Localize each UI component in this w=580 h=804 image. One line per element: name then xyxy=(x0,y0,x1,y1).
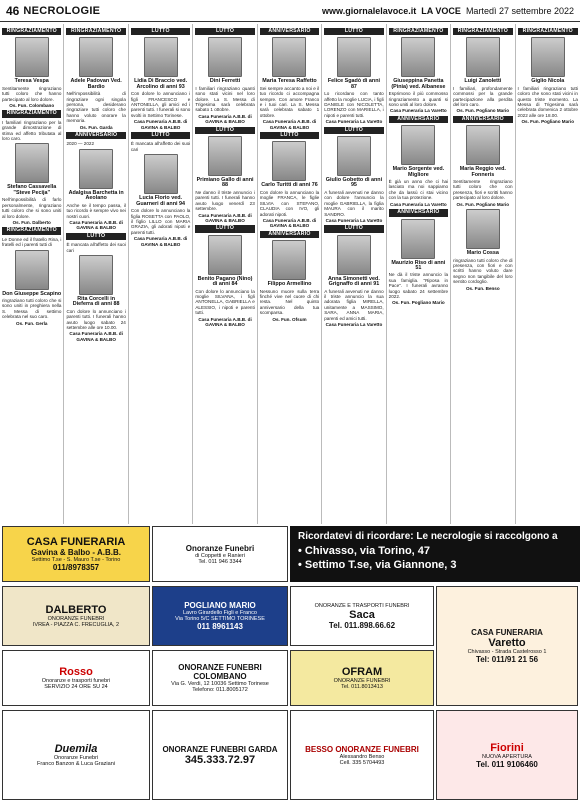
funeral-home-signature: Casa Funeraria A.B.B. di GAVINA & BALBO xyxy=(198,316,252,327)
notice-type-label: ANNIVERSARIO xyxy=(66,132,125,139)
ad-sub: Varetto xyxy=(488,637,526,649)
notice-text: Con dolore lo annunciano i parenti tutti. I funerali hanno avuto luogo sabato 24 settembre alle ore 10.00. xyxy=(66,308,126,330)
deceased-photo xyxy=(79,255,113,295)
deceased-name: Lucia Florio ved. Guarneri di anni 94 xyxy=(136,195,186,207)
necrology-collection-promo xyxy=(290,526,580,582)
obituary-grid xyxy=(0,24,580,524)
deceased-name: Felice Sgadò di anni 87 xyxy=(327,78,380,90)
funeral-home-signature: Os. Fun. Gerla xyxy=(16,320,48,326)
deceased-name: Teresa Vespa xyxy=(14,78,49,85)
ad-title: DALBERTO xyxy=(45,604,107,616)
notice-text: Sentitamente ringraziano tutti coloro che con presenza, fiori e scritti hanno partecipato al loro dolore. xyxy=(453,179,513,201)
notice-type-label: LUTTO xyxy=(324,225,383,232)
promo-location-2: • Settimo T.se, via Giannone, 3 xyxy=(298,559,457,571)
ads-area xyxy=(0,526,580,804)
ad-title: Fiorini xyxy=(490,741,524,754)
ad-title: Duemila xyxy=(54,743,98,755)
deceased-photo xyxy=(337,37,371,77)
ad-title: POGLIANO MARIO xyxy=(184,601,256,610)
notice-text: 2020 — 2022 xyxy=(66,141,95,147)
deceased-photo xyxy=(15,250,49,290)
ad-phone: 011 8961143 xyxy=(197,622,243,631)
notice-type-label: LUTTO xyxy=(131,28,190,35)
ad-phone: Cell. 335 5704493 xyxy=(339,759,385,766)
notice-type-label: LUTTO xyxy=(195,28,254,35)
ad-sub: di Coppetti e Ranieri xyxy=(195,552,245,559)
page-header xyxy=(0,0,580,22)
funeral-home-signature: Os. Fun. Dalberto xyxy=(12,219,51,225)
ad-title: ONORANZE E TRASPORTI FUNEBRI xyxy=(314,602,410,609)
ad-phone: Tel: 011/91 21 56 xyxy=(475,655,539,664)
deceased-name: Giulio Gobetto di anni 95 xyxy=(325,177,383,189)
notice-type-label: LUTTO xyxy=(324,127,383,134)
deceased-photo xyxy=(144,37,178,77)
ad-title: Onoranze Funebri xyxy=(185,543,255,553)
promo-location-1: • Chivasso, via Torino, 47 xyxy=(298,545,431,557)
funeral-home-signature: Casa Funeraria A.B.B. di GAVINA & BALBO xyxy=(262,119,317,130)
column-7 xyxy=(387,24,451,524)
deceased-photo xyxy=(466,209,500,249)
deceased-name: Don Giuseppe Scapino xyxy=(2,290,62,297)
deceased-photo xyxy=(531,37,565,77)
deceased-name: Dini Ferretti xyxy=(209,78,241,85)
deceased-photo xyxy=(401,37,435,77)
deceased-photo xyxy=(208,235,242,275)
funeral-home-signature: Casa Funeraria A.B.B. di GAVINA & BALBO xyxy=(198,113,252,125)
column-1 xyxy=(0,24,64,524)
ad-phone: Tel. 011 9106460 xyxy=(476,759,538,769)
notice-text: Lo ricordano con tanto affetto la moglie LUCIA, i figli DANIELE con NICOLETTA, LORENZO con MARIELLA, i nipoti e parenti tutti. xyxy=(324,91,384,118)
ad-sub: ONORANZE FUNEBRI xyxy=(47,616,105,622)
funeral-home-signature: Casa Funeraria A.B.B. di GAVINA & BALBO xyxy=(262,217,317,229)
deceased-photo xyxy=(337,235,371,275)
notice-text: Ne danno il triste annuncio i parenti tutti. I funerali hanno avuto luogo venerdì 23 settembre. xyxy=(195,189,255,212)
funeral-home-signature: Casa Funeraria A.B.B. di GAVINA & BALBO xyxy=(198,212,252,223)
deceased-name: Giuseppina Panetta (Pinia) ved. Albanese xyxy=(391,78,446,90)
notice-type-label: RINGRAZIAMENTO xyxy=(453,28,512,35)
notice-type-label: LUTTO xyxy=(260,132,319,139)
column-9 xyxy=(516,24,580,524)
notice-text: A funerali avvenuti ne danno con dolore l'annuncio la moglie GABRIELLA, la figlia MAURA con il marito SANDRO. xyxy=(324,189,384,217)
ad-title: OFRAM xyxy=(341,666,383,678)
deceased-name: Luigi Zanoletti xyxy=(464,78,502,85)
ad-line: SERVIZIO 24 ORE SU 24 xyxy=(44,684,108,690)
notice-text: Esprimono il più commosso ringraziamento a quanti si sono uniti al loro dolore. xyxy=(388,91,449,108)
notice-type-label: LUTTO xyxy=(195,127,254,134)
notice-type-label: LUTTO xyxy=(324,28,383,35)
notice-type-label: RINGRAZIAMENTO xyxy=(2,110,61,117)
notice-text: I familiari ringraziano per la grande dimostrazione di stima ed affetto tributata al loro caro. xyxy=(2,119,62,142)
deceased-name: Maurizio Riso di anni 51 xyxy=(391,259,446,271)
deceased-name: Maria Reggio ved. Fonneris xyxy=(459,166,506,178)
notice-type-label: ANNIVERSARIO xyxy=(260,231,319,238)
column-2 xyxy=(64,24,128,524)
header-right xyxy=(322,6,574,16)
ad-benso[interactable] xyxy=(290,710,434,800)
notice-text: Le Donne ed il fratello Rina, i fratelli ed i parenti tutti di xyxy=(2,236,62,248)
funeral-home-signature: Casa Funeraria A.B.B. di GAVINA & BALBO xyxy=(133,236,188,247)
ad-line: Franco Banzon & Luca Graziani xyxy=(37,761,115,767)
ad-title: CASA FUNERARIA xyxy=(26,536,126,548)
notice-text: Ne dà il triste annuncio la sua famiglia. "Riposa in Pace". I funerali avranno luogo sabato 24 settembre 2022. xyxy=(388,272,449,299)
ad-fiorini[interactable] xyxy=(436,710,578,800)
notice-text: ringraziano tutti coloro che di presenza, con fiori e con scritti hanno voluto dare segno non tangibile del loro sentito cordoglio. xyxy=(453,257,513,285)
ad-line: Via Torino 5/C SETTIMO TORINESE xyxy=(175,616,265,622)
ad-varetto[interactable] xyxy=(436,586,578,706)
funeral-home-signature: Os. Fun. Pogliano Mario xyxy=(456,108,510,114)
notice-text: Sei sempre accanto a noi e il tuo ricordo ci accompagna sempre. Con amore Franco e i tuoi cari. La S. Messa sarà celebrata sabato 1 ottobre. xyxy=(259,85,320,118)
notice-type-label: RINGRAZIAMENTO xyxy=(66,28,125,35)
column-5 xyxy=(258,24,322,524)
deceased-name: Filippo Armellino xyxy=(267,281,312,288)
notice-text: Con dolore lo annunciano i figli FRANCESCO e ANTONELLA, gli amici ed i parenti tutti. I funerali si sono svolti in Settimo Torinese. xyxy=(130,91,191,118)
notice-text: I familiari ringraziano quanti sono stati vicini nel loro dolore. La S. Messa di Trigesima sarà celebrata sabato 1 ottobre. xyxy=(195,85,255,113)
paper-name: LA VOCE xyxy=(421,5,461,16)
notice-text: I familiari, profondamente commossi per la grande partecipazione alla perdita del loro caro. xyxy=(453,85,513,108)
promo-title: Ricordatevi di ricordare: Le necrologie si raccolgono a xyxy=(298,531,558,542)
ad-dalberto[interactable] xyxy=(2,586,150,646)
funeral-home-signature: Casa Funeraria A.B.B. di GAVINA & BALBO xyxy=(69,219,123,231)
notice-type-label: RINGRAZIAMENTO xyxy=(2,227,61,234)
deceased-name: Mario Sorgente ved. Migliore xyxy=(392,166,445,178)
notice-text: Nell'impossibilità di farlo personalmente, ringraziano tutti coloro che si sono uniti al loro dolore. xyxy=(2,197,62,219)
ad-sub: NUOVA APERTURA xyxy=(482,753,532,760)
funeral-home-signature: Casa Funeraria La Varetto xyxy=(325,119,383,125)
deceased-photo xyxy=(208,136,242,176)
ad-sub: ONORANZE FUNEBRI xyxy=(333,678,391,684)
notice-type-label: RINGRAZIAMENTO xyxy=(518,28,578,35)
deceased-name: Lidia Di Braccio ved. Arcolino di anni 93 xyxy=(134,78,188,90)
funeral-home-signature: Os. Fun. Pogliano Mario xyxy=(521,119,575,125)
deceased-photo xyxy=(466,125,500,165)
funeral-home-signature: Casa Funeraria A.B.B. di GAVINA & BALBO xyxy=(69,331,123,342)
deceased-photo xyxy=(401,125,435,165)
notice-text: I familiari ringraziano tutti coloro che sono stati vicini in questo triste momento. La Messa di Trigesima sarà celebrata domenica 2 ottobre 2022 alle ore 18.00. xyxy=(517,85,578,118)
deceased-name: Carlo Turitti di anni 76 xyxy=(261,182,318,189)
notice-text: Con dolore lo annunciano la figlia ROSETTA con PAOLO, il figlio LILLO con MARIA GRAZIA, gli adorati nipoti e parenti tutti. xyxy=(130,208,191,235)
deceased-name: Primiano Gallo di anni 88 xyxy=(196,177,254,189)
funeral-home-signature: Os. Fun. Colombano xyxy=(9,103,55,109)
site-url[interactable]: www.giornalelavoce.it xyxy=(322,5,417,16)
notice-text: Anche se il tempo passa, il tuo ricordo è sempre vivo nei nostri cuori. xyxy=(66,202,126,219)
ad-sub: Onoranze e trasporti funebri xyxy=(41,678,111,684)
ad-phone: 345.333.72.97 xyxy=(184,753,256,766)
ad-title: CASA FUNERARIA xyxy=(471,628,543,637)
funeral-home-signature: Os. Fun. Garda xyxy=(79,124,113,130)
column-8 xyxy=(451,24,515,524)
column-6 xyxy=(322,24,386,524)
page-number: 46 xyxy=(6,3,20,18)
notice-type-label: ANNIVERSARIO xyxy=(453,116,512,123)
deceased-name: Mario Cossa xyxy=(466,250,499,257)
notice-type-label: ANNIVERSARIO xyxy=(389,116,448,123)
deceased-photo xyxy=(401,219,435,259)
deceased-photo xyxy=(337,136,371,176)
notice-text: È già un anno che ci hai lasciato ma noi sappiamo che da lassù ci stai vicino con la tua protezione. xyxy=(388,179,449,201)
deceased-name: Maria Teresa Raffetto xyxy=(262,78,317,85)
deceased-photo xyxy=(272,37,306,77)
deceased-photo xyxy=(466,37,500,77)
deceased-photo xyxy=(79,149,113,189)
deceased-name: Adele Padovan Ved. Bardio xyxy=(70,78,122,90)
deceased-photo xyxy=(15,37,49,77)
funeral-home-signature: Os. Fun. Pogliano Mario xyxy=(392,300,445,306)
notice-type-label: LUTTO xyxy=(195,225,254,232)
ad-title: Rosso xyxy=(59,666,93,678)
funeral-home-signature: Os. Fun. Benso xyxy=(465,285,500,291)
ad-line: Chivasso - Strada Castelrosso 1 xyxy=(467,649,547,655)
ad-duemila[interactable] xyxy=(2,710,150,800)
deceased-name: Benito Pagano (Nino) di anni 84 xyxy=(197,275,253,288)
deceased-photo xyxy=(272,141,306,181)
notice-type-label: ANNIVERSARIO xyxy=(389,209,448,216)
notice-type-label: RINGRAZIAMENTO xyxy=(389,28,448,35)
ad-casa-funeraria-gavina[interactable] xyxy=(2,526,150,582)
ad-sub: Onoranze Funebri xyxy=(53,755,99,761)
column-4 xyxy=(193,24,257,524)
notice-text: A funerali avvenuti ne danno il triste annuncio la sua adorata figlia MIRELLA, unitamente a MASSIMO, SARA, ANNA MARIA, parenti ed amici tutti. xyxy=(324,288,384,321)
notice-text: Sentitamente ringraziano tutti coloro che hanno partecipato al loro dolore. xyxy=(2,85,62,102)
ad-phone: Tel. 011.8013413 xyxy=(341,684,383,690)
funeral-home-signature: Casa Funeraria La Varetto xyxy=(390,201,447,207)
ad-rosso[interactable] xyxy=(2,650,150,706)
ad-phone: Tel. 011 946 3344 xyxy=(198,558,242,565)
funeral-home-signature: Casa Funeraria La Varetto xyxy=(325,321,383,327)
ad-pogliano[interactable] xyxy=(152,586,288,646)
issue-date: Martedì 27 settembre 2022 xyxy=(465,5,574,16)
deceased-name: Adalgisa Barchetta in Aeolano xyxy=(68,189,124,202)
notice-text: Con dolore lo annunciano la moglie FRANCA, le figlie SILVIA con STEFANO, CLAUDIA con IVO, gli adorati nipoti. xyxy=(259,189,320,217)
notice-type-label: LUTTO xyxy=(66,233,125,240)
funeral-home-signature: Casa Funeraria La Varetto xyxy=(390,108,447,114)
deceased-photo xyxy=(15,143,49,183)
ad-title: BESSO ONORANZE FUNEBRI xyxy=(305,744,419,754)
notice-type-label: ANNIVERSARIO xyxy=(260,28,319,35)
ad-phone: Telefono: 011.8005172 xyxy=(192,687,248,693)
ad-line: Via G. Verdi, 12 10036 Settimo Torinese xyxy=(171,681,269,687)
notice-type-label: LUTTO xyxy=(131,132,190,139)
funeral-home-signature: Casa Funeraria A.B.B. di GAVINA & BALBO xyxy=(133,119,188,130)
deceased-name: Stefano Cassavella "Steve Pecija" xyxy=(7,184,57,196)
deceased-photo xyxy=(208,37,242,77)
ad-colombano[interactable] xyxy=(152,650,288,706)
ad-garda[interactable] xyxy=(152,710,288,800)
notice-text: È mancata all'affetto dei suoi cari xyxy=(130,141,191,152)
ad-phone: Tel. 011.898.66.62 xyxy=(328,620,396,630)
ad-title: ONORANZE FUNEBRI COLOMBANO xyxy=(178,663,262,681)
ad-sub: Saca xyxy=(349,608,375,621)
deceased-photo xyxy=(79,37,113,77)
deceased-name: Rita Corcelli in Dieferra di anni 88 xyxy=(72,295,120,308)
ad-onoranze-saca[interactable] xyxy=(290,586,434,646)
deceased-name: Anna Simonetti ved. Grignaffo di anni 91 xyxy=(328,275,380,288)
notice-text: Con dolore lo annunciano la moglie SILVANA, i figli ANTONELLA, GABRIELLA e ALESSIO, i nipoti e parenti tutti. xyxy=(195,288,255,316)
notice-text: ringraziano tutti coloro che si sono uniti in preghiera nella S. Messa di settimo celebrata nel suo caro. xyxy=(2,297,62,320)
deceased-photo xyxy=(272,240,306,280)
funeral-home-signature: Os. Fun. Ofsum xyxy=(272,316,307,322)
section-title: NECROLOGIE xyxy=(23,4,101,17)
ad-line: IVREA - PIAZZA C. FRECUGLIA, 2 xyxy=(32,622,120,628)
deceased-photo xyxy=(144,154,178,194)
deceased-name: Giglio Nicola xyxy=(531,78,565,85)
notice-text: Nessuno muore sulla terra finché vive nel cuore di chi resta. Nel quinto anniversario della tua scomparsa. xyxy=(259,288,320,316)
ad-sub: Alessandro Benso xyxy=(339,753,385,760)
ad-sub: Gavina & Balbo - A.B.B. xyxy=(31,548,121,557)
ad-title: ONORANZE FUNEBRI GARDA xyxy=(162,744,278,754)
notice-type-label: RINGRAZIAMENTO xyxy=(2,28,61,35)
notice-text: Nell'impossibilità di ringraziare ogni singola persona, desiderano ringraziare tutti coloro che hanno voluto onorare la memoria. xyxy=(66,91,126,124)
ad-phone: 011/8978357 xyxy=(52,563,100,572)
notice-text: È mancata all'affetto dei suoi cari xyxy=(66,242,126,253)
ad-line: Settimo T.se - S. Mauro T.se - Torino xyxy=(31,557,121,563)
funeral-home-signature: Casa Funeraria La Varetto xyxy=(325,217,383,223)
ad-ofram[interactable] xyxy=(290,650,434,706)
ad-sub: Lavro Girardello Figli e Franco xyxy=(183,610,257,616)
column-3 xyxy=(129,24,193,524)
funeral-home-signature: Os. Fun. Pogliano Mario xyxy=(456,201,510,207)
ad-onoranze-coppetti[interactable] xyxy=(152,526,288,582)
